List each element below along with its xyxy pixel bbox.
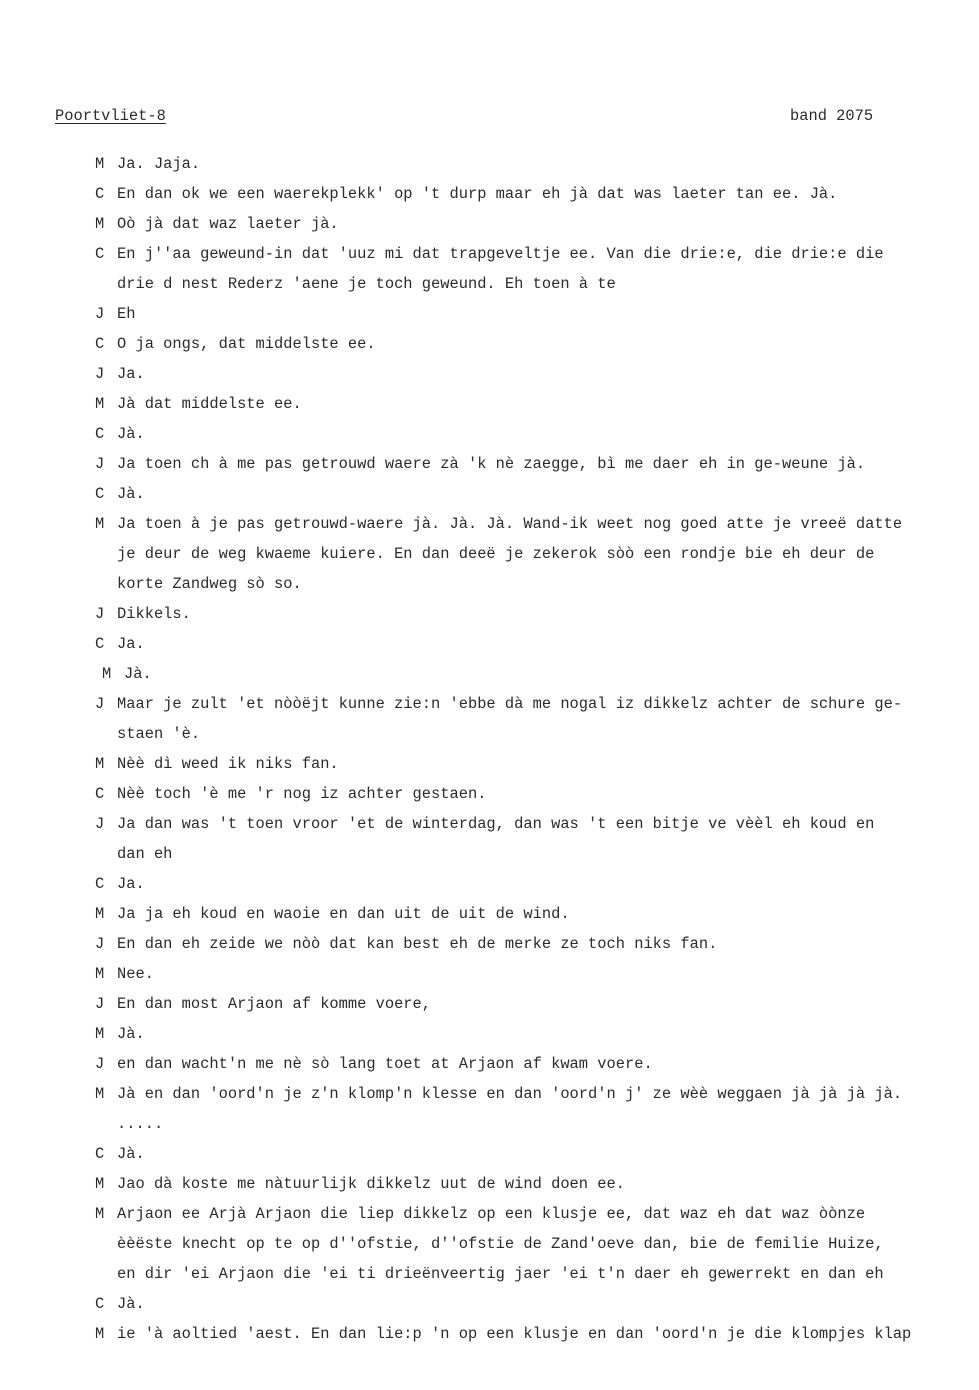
- speaker-label: M: [95, 905, 105, 923]
- transcript-turn: [95, 509, 979, 599]
- utterance-line: En dan eh zeide we nòò dat kan best eh de merke ze toch niks fan.: [117, 935, 718, 953]
- speaker-label: C: [95, 185, 105, 203]
- speaker-label: M: [95, 965, 105, 983]
- transcript-turn: [95, 1199, 979, 1289]
- utterance-line: Maar je zult 'et nòòëjt kunne zie:n 'ebbe dà me nogal iz dikkelz achter de schure ge-: [117, 695, 903, 713]
- speaker-label: M: [95, 215, 105, 233]
- utterance-line: Ja.: [117, 365, 145, 383]
- speaker-label: J: [95, 815, 105, 833]
- utterance-line: en dan wacht'n me nè sò lang toet at Arjaon af kwam voere.: [117, 1055, 653, 1073]
- transcript-turn: [95, 629, 979, 659]
- transcript-turn: [95, 239, 979, 299]
- utterance-line: Nèè toch 'è me 'r nog iz achter gestaen.: [117, 785, 487, 803]
- utterance-line: ie 'à aoltied 'aest. En dan lie:p 'n op een klusje en dan 'oord'n je die klompjes klap: [117, 1325, 912, 1343]
- utterance-line: En dan ok we een waerekplekk' op 't durp maar eh jà dat was laeter tan ee. Jà.: [117, 185, 838, 203]
- transcript: [95, 149, 979, 1349]
- transcript-turn: [95, 899, 979, 929]
- speaker-label: M: [95, 1175, 105, 1193]
- utterance-line: Oò jà dat waz laeter jà.: [117, 215, 339, 233]
- utterance-line: Ja dan was 't toen vroor 'et de winterdag, dan was 't een bitje ve vèèl eh koud en: [117, 815, 875, 833]
- speaker-label: C: [95, 485, 105, 503]
- utterance-line: en dir 'ei Arjaon die 'ei ti drieënveertig jaer 'ei t'n daer eh gewerrekt en dan eh: [117, 1265, 884, 1283]
- transcript-turn: [95, 809, 979, 869]
- speaker-label: C: [95, 635, 105, 653]
- utterance-line: Ja.: [117, 875, 145, 893]
- transcript-turn: [95, 329, 979, 359]
- speaker-label: C: [95, 875, 105, 893]
- utterance-line: korte Zandweg sò so.: [117, 575, 302, 593]
- speaker-label: C: [95, 245, 105, 263]
- transcript-turn: [95, 959, 979, 989]
- speaker-label: J: [95, 605, 105, 623]
- transcript-turn: [95, 1139, 979, 1169]
- speaker-label: J: [95, 365, 105, 383]
- transcript-turn: [95, 749, 979, 779]
- tape-number: band 2075: [790, 107, 874, 125]
- utterance-line: dan eh: [117, 845, 173, 863]
- speaker-label: M: [95, 155, 105, 173]
- utterance-line: Jà.: [117, 1025, 145, 1043]
- transcript-turn: [95, 479, 979, 509]
- transcript-turn: [95, 779, 979, 809]
- speaker-label: M: [102, 665, 112, 683]
- speaker-label: M: [95, 395, 105, 413]
- transcript-turn: [95, 1319, 979, 1349]
- utterance-line: Jà.: [117, 1145, 145, 1163]
- speaker-label: C: [95, 1145, 105, 1163]
- speaker-label: M: [95, 1085, 105, 1103]
- transcript-turn: [95, 419, 979, 449]
- utterance-line: Arjaon ee Arjà Arjaon die liep dikkelz op een klusje ee, dat waz eh dat waz òònze: [117, 1205, 866, 1223]
- speaker-label: C: [95, 1295, 105, 1313]
- transcript-turn: [95, 1019, 979, 1049]
- utterance-line: Ja.: [117, 635, 145, 653]
- transcript-turn: [95, 929, 979, 959]
- transcript-turn: [95, 689, 979, 749]
- speaker-label: M: [95, 1325, 105, 1343]
- utterance-line: Ja ja eh koud en waoie en dan uit de uit de wind.: [117, 905, 570, 923]
- transcript-turn: [95, 1289, 979, 1319]
- utterance-line: Ja. Jaja.: [117, 155, 201, 173]
- utterance-line: Ja toen ch à me pas getrouwd waere zà 'k nè zaegge, bì me daer eh in ge-weune jà.: [117, 455, 866, 473]
- speaker-label: J: [95, 695, 105, 713]
- utterance-line: Jà dat middelste ee.: [117, 395, 302, 413]
- utterance-line: En dan most Arjaon af komme voere,: [117, 995, 432, 1013]
- transcript-turn: [95, 389, 979, 419]
- transcript-turn: [95, 1079, 979, 1139]
- utterance-line: Jà.: [117, 1295, 145, 1313]
- transcript-turn: [95, 209, 979, 239]
- utterance-line: Jà en dan 'oord'n je z'n klomp'n klesse en dan 'oord'n j' ze wèè weggaen jà jà jà jà.: [117, 1085, 903, 1103]
- transcript-turn: [95, 449, 979, 479]
- utterance-line: Jà.: [124, 665, 152, 683]
- document-reference: Poortvliet-8: [55, 107, 166, 125]
- transcript-turn: [95, 359, 979, 389]
- utterance-line: .....: [117, 1115, 164, 1133]
- speaker-label: M: [95, 515, 105, 533]
- speaker-label: M: [95, 1205, 105, 1223]
- speaker-label: C: [95, 335, 105, 353]
- transcript-turn: [95, 599, 979, 629]
- transcript-turn: [95, 1049, 979, 1079]
- utterance-line: staen 'è.: [117, 725, 201, 743]
- speaker-label: J: [95, 935, 105, 953]
- transcript-turn: [95, 1169, 979, 1199]
- speaker-label: J: [95, 305, 105, 323]
- utterance-line: drie d nest Rederz 'aene je toch geweund. Eh toen à te: [117, 275, 616, 293]
- transcript-turn: [95, 149, 979, 179]
- speaker-label: J: [95, 455, 105, 473]
- utterance-line: Jà.: [117, 425, 145, 443]
- transcript-turn: [95, 869, 979, 899]
- speaker-label: M: [95, 755, 105, 773]
- speaker-label: J: [95, 1055, 105, 1073]
- speaker-label: C: [95, 785, 105, 803]
- speaker-label: C: [95, 425, 105, 443]
- utterance-line: O ja ongs, dat middelste ee.: [117, 335, 376, 353]
- utterance-line: Jao dà koste me nàtuurlijk dikkelz uut de wind doen ee.: [117, 1175, 625, 1193]
- utterance-line: èèëste knecht op te op d''ofstie, d''ofstie de Zand'oeve dan, bie de femilie Huize,: [117, 1235, 884, 1253]
- speaker-label: M: [95, 1025, 105, 1043]
- utterance-line: En j''aa geweund-in dat 'uuz mi dat trapgeveltje ee. Van die drie:e, die drie:e die: [117, 245, 884, 263]
- utterance-line: Eh: [117, 305, 136, 323]
- utterance-line: Dikkels.: [117, 605, 191, 623]
- utterance-line: Jà.: [117, 485, 145, 503]
- utterance-line: je deur de weg kwaeme kuiere. En dan deeë je zekerok sòò een rondje bie eh deur de: [117, 545, 875, 563]
- transcript-turn: [95, 179, 979, 209]
- transcript-turn: [95, 989, 979, 1019]
- utterance-line: Nee.: [117, 965, 154, 983]
- utterance-line: Nèè dì weed ik niks fan.: [117, 755, 339, 773]
- utterance-line: Ja toen à je pas getrouwd-waere jà. Jà. Jà. Wand-ik weet nog goed atte je vreeë datte: [117, 515, 903, 533]
- transcript-turn: [95, 299, 979, 329]
- transcript-turn: [95, 659, 979, 689]
- speaker-label: J: [95, 995, 105, 1013]
